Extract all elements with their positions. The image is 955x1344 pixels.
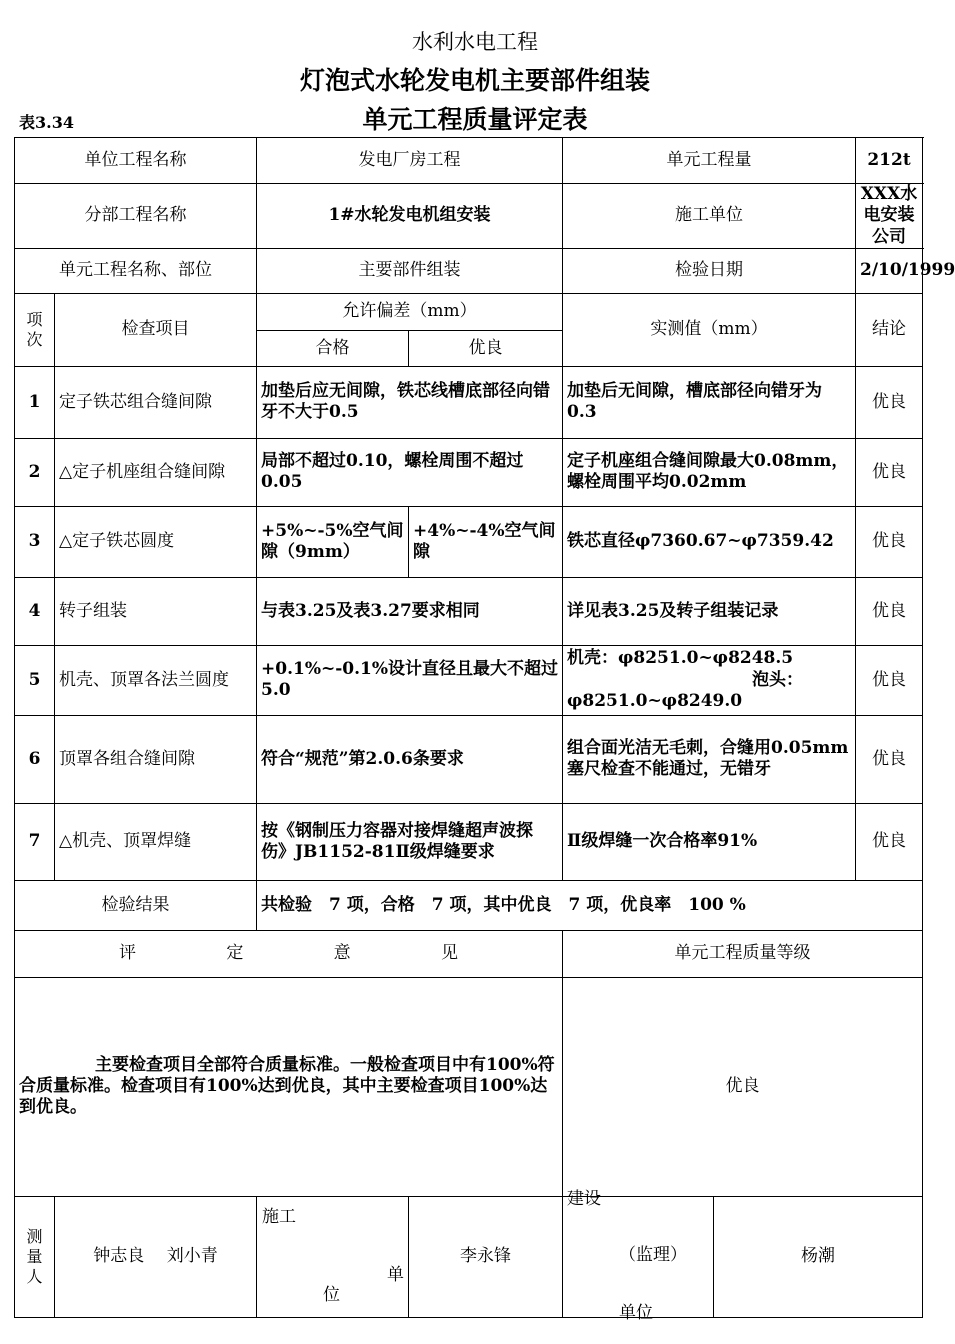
col-excellent: 优良 (409, 330, 563, 366)
row-tolerance-excellent: +4%~-4%空气间隙 (409, 506, 563, 577)
opinion-header (15, 930, 563, 977)
inspection-date-value: 2/10/1999 (856, 248, 923, 293)
construction-label-3: 位 (323, 1284, 340, 1305)
row-no: 5 (15, 645, 55, 715)
opinion-text: 主要检查项目全部符合质量标准。一般检查项目中有100%符合质量标准。检查项目有100%达到优良，其中主要检查项目100%达到优良。 (15, 977, 563, 1196)
row-check-item: △定子机座组合缝间隙 (55, 438, 257, 506)
unit-project-label: 单位工程名称 (15, 138, 257, 184)
info-row-unit-name (15, 248, 923, 293)
table-row (15, 803, 923, 880)
table-row (15, 506, 923, 577)
row-no: 2 (15, 438, 55, 506)
sub-project-label: 分部工程名称 (15, 184, 257, 249)
grade-value: 优良 (563, 977, 923, 1196)
row-result: 优良 (856, 577, 923, 645)
row-no: 7 (15, 803, 55, 880)
document-title-line1: 水利水电工程 (412, 30, 538, 54)
row-tolerance: +0.1%~-0.1%设计直径且最大不超过5.0 (257, 645, 563, 715)
row-measured: 加垫后无间隙，槽底部径向错牙为0.3 (563, 366, 856, 438)
unit-project-value: 发电厂房工程 (257, 138, 563, 184)
table-row (15, 577, 923, 645)
inspection-result-row (15, 880, 923, 930)
table-row (15, 366, 923, 438)
evaluation-header-row (15, 930, 923, 977)
inspection-date-label: 检验日期 (563, 248, 856, 293)
opinion-header-char: 定 (226, 943, 244, 964)
construction-person: 李永锋 (409, 1196, 563, 1317)
row-measured: 定子机座组合缝间隙最大0.08mm，螺栓周围平均0.02mm (563, 438, 856, 506)
supervision-label-1: 建设 (567, 1188, 601, 1209)
measured-line-1: 机壳：φ8251.0~φ8248.5 (567, 648, 794, 669)
construction-label-2: 单 (387, 1264, 404, 1285)
row-result: 优良 (856, 366, 923, 438)
row-result: 优良 (856, 803, 923, 880)
row-no: 1 (15, 366, 55, 438)
table-row (15, 645, 923, 715)
row-result: 优良 (856, 506, 923, 577)
row-measured: Ⅱ级焊缝一次合格率91% (563, 803, 856, 880)
construction-unit-label: 施工单位 (563, 184, 856, 249)
row-no: 4 (15, 577, 55, 645)
row-tolerance: 与表3.25及表3.27要求相同 (257, 577, 563, 645)
row-measured (563, 645, 856, 715)
unit-name-label: 单元工程名称、部位 (15, 248, 257, 293)
row-tolerance: 局部不超过0.10，螺栓周围不超过0.05 (257, 438, 563, 506)
document-title-line2: 灯泡式水轮发电机主要部件组装 (299, 66, 650, 95)
row-measured: 铁芯直径φ7360.67~φ7359.42 (563, 506, 856, 577)
row-tolerance-qualified: +5%~-5%空气间隙（9mm） (257, 506, 409, 577)
col-item-no: 项次 (15, 293, 55, 366)
unit-name-value: 主要部件组装 (257, 248, 563, 293)
inspection-result-label: 检验结果 (15, 880, 257, 930)
col-measured: 实测值（mm） (563, 293, 856, 366)
row-check-item: 顶罩各组合缝间隙 (55, 715, 257, 803)
column-header-row (15, 293, 923, 330)
row-check-item: 定子铁芯组合缝间隙 (55, 366, 257, 438)
row-measured: 组合面光洁无毛刺，合缝用0.05mm塞尺检查不能通过，无错牙 (563, 715, 856, 803)
row-result: 优良 (856, 715, 923, 803)
supervision-unit-sign-label (563, 1188, 714, 1323)
signature-row (15, 1196, 923, 1317)
supervision-person: 杨潮 (714, 1196, 923, 1317)
row-tolerance: 加垫后应无间隙，铁芯线槽底部径向错牙不大于0.5 (257, 366, 563, 438)
col-conclusion: 结论 (856, 293, 923, 366)
row-check-item: △定子铁芯圆度 (55, 506, 257, 577)
construction-label-1: 施工 (262, 1206, 296, 1227)
grade-header: 单元工程质量等级 (563, 930, 923, 977)
opinion-header-char: 评 (119, 943, 136, 964)
row-check-item: 转子组装 (55, 577, 257, 645)
col-qualified: 合格 (257, 330, 409, 366)
measured-line-3: φ8251.0~φ8249.0 (567, 690, 743, 711)
info-row-sub-project (15, 184, 923, 249)
supervision-label-2: （监理） (619, 1244, 687, 1265)
measurers-names: 钟志良 刘小青 (55, 1196, 257, 1317)
supervision-label-3: 单位 (619, 1302, 653, 1323)
row-check-item: △机壳、顶罩焊缝 (55, 803, 257, 880)
quality-evaluation-table (14, 137, 955, 1323)
table-row (15, 715, 923, 803)
construction-unit-sign-label (257, 1196, 409, 1317)
row-tolerance: 符合“规范”第2.0.6条要求 (257, 715, 563, 803)
table-row (15, 438, 923, 506)
col-tolerance: 允许偏差（mm） (257, 293, 563, 330)
sub-project-value: 1#水轮发电机组安装 (257, 184, 563, 249)
inspection-result-summary: 共检验 7 项，合格 7 项，其中优良 7 项，优良率 100 % (257, 880, 923, 930)
row-measured: 详见表3.25及转子组装记录 (563, 577, 856, 645)
unit-quantity-value: 212t (856, 138, 923, 184)
document-title-line3: 单元工程质量评定表 (362, 105, 588, 134)
opinion-header-char: 见 (440, 943, 458, 964)
table-number: 表3.34 (19, 113, 74, 132)
evaluation-body-row (15, 977, 923, 1196)
measurer-label: 测量人 (15, 1196, 55, 1317)
measured-line-2: 泡头： (752, 669, 803, 690)
opinion-header-char: 意 (333, 943, 351, 964)
row-result: 优良 (856, 438, 923, 506)
unit-quantity-label: 单元工程量 (563, 138, 856, 184)
row-check-item: 机壳、顶罩各法兰圆度 (55, 645, 257, 715)
row-no: 6 (15, 715, 55, 803)
row-no: 3 (15, 506, 55, 577)
row-result: 优良 (856, 645, 923, 715)
info-row-unit-project (15, 138, 923, 184)
row-tolerance: 按《钢制压力容器对接焊缝超声波探伤》JB1152-81Ⅱ级焊缝要求 (257, 803, 563, 880)
construction-unit-value: XXX水电安装公司 (856, 184, 923, 249)
col-check-item: 检查项目 (55, 293, 257, 366)
